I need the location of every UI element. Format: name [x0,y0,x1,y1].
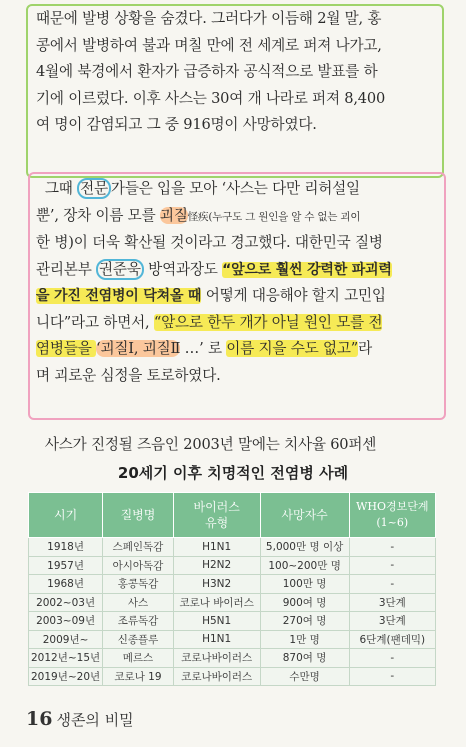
table-row [29,667,436,686]
table-title: 20세기 이후 치명적인 전염병 사례 [117,464,349,482]
table-row [29,649,436,668]
table-cell: 6단계(팬데믹) [349,630,435,649]
text-line [36,257,434,284]
table-cell: 2019년~20년 [29,667,103,686]
table-cell: 홍콩독감 [103,575,174,594]
table-cell: 270여 명 [260,612,349,631]
text-line [36,203,434,231]
table-cell: 2009년~ [29,630,103,649]
table-cell: 2003~09년 [29,612,103,631]
page-number: 16 [26,708,53,730]
text-line [36,310,434,337]
table-cell: 수만명 [260,667,349,686]
table-cell: 1968년 [29,575,103,594]
table-cell: 코로나 19 [103,667,174,686]
book-title: 생존의 비밀 [56,711,134,729]
table-cell: 1만 명 [260,630,349,649]
table-cell: 3단계 [349,612,435,631]
table-row [29,556,436,575]
paragraph-3 [36,432,434,459]
table-cell: 1957년 [29,556,103,575]
table-cell: 900여 명 [260,593,349,612]
table-row [29,538,436,557]
highlighted-quote: 염병들을 [36,340,97,357]
table-cell: 아시아독감 [103,556,174,575]
table-cell: H3N2 [173,575,260,594]
text-line: 사스가 진정될 즈음인 2003년 말에는 치사율 60퍼센 [36,436,377,453]
column-header: 사망자수 [260,493,349,538]
table-cell: 스페인독감 [103,538,174,557]
table-cell: 5,000만 명 이상 [260,538,349,557]
table-cell: - [349,575,435,594]
text-line: 기에 이르렀다. 이후 사스는 30여 개 나라로 퍼져 8,400 [36,89,386,107]
table-cell: 신종플루 [103,630,174,649]
text-line [36,336,434,363]
table-cell: 870여 명 [260,649,349,668]
table-cell: H2N2 [173,556,260,575]
table-cell: 2002~03년 [29,593,103,612]
table-cell: H1N1 [173,630,260,649]
text-line: 며 괴로운 심정을 토로하였다. [36,366,221,384]
text-segment: …’ 로 [180,340,227,357]
text-line: 때문에 발병 상황을 숨겼다. 그러다가 이듬해 2월 말, 홍 [36,10,382,27]
paragraph-2 [36,176,434,389]
page-footer [26,708,134,730]
text-segment: 관리본부 [36,260,97,278]
table-row [29,575,436,594]
table-cell: 3단계 [349,593,435,612]
text-segment: 그때 [44,180,78,197]
text-segment: 방역과장도 [143,260,223,278]
column-header: 바이러스 유형 [173,493,260,538]
table-row [29,630,436,649]
column-header: 질병명 [103,493,174,538]
highlighted-quote: 을 가진 전염병이 닥쳐올 때 [36,288,202,304]
table-header-row [29,493,436,538]
table-cell: - [349,556,435,575]
text-line [36,176,434,203]
table-row [29,593,436,612]
text-segment: 어떻게 대응해야 할지 고민입 [201,287,386,304]
table-cell: - [349,667,435,686]
table-cell: 조류독감 [103,612,174,631]
table-cell: H1N1 [173,538,260,557]
text-line: 여 명이 감염되고 그 중 916명이 사망하였다. [36,116,317,133]
paragraph-1 [36,6,434,139]
highlighted-term: ‘괴질Ⅰ, 괴질Ⅱ [96,340,181,357]
highlighted-word: 괴질 [159,206,188,224]
circled-word: 전문 [77,178,111,199]
text-line: 콩에서 발병하여 불과 며칠 만에 전 세계로 퍼져 나가고, [36,36,382,54]
table-cell: 코로나바이러스 [173,667,260,686]
column-header: 시기 [29,493,103,538]
gloss-text: (누구도 그 원인을 알 수 없는 괴이 [208,210,361,223]
text-segment: 니다”라고 하면서, [36,313,154,331]
table-cell: 100~200만 명 [260,556,349,575]
table-cell: 2012년~15년 [29,649,103,668]
table-cell: 100만 명 [260,575,349,594]
table-cell: 코로나바이러스 [173,649,260,668]
circled-word: 권준욱 [96,259,144,280]
table-cell: - [349,649,435,668]
text-line: 한 병)이 더욱 확산될 것이라고 경고했다. 대한민국 질병 [36,234,383,251]
table-cell: - [349,538,435,557]
text-line: 4월에 북경에서 환자가 급증하자 공식적으로 발표를 하 [36,63,378,80]
column-header: WHO경보단계 (1~6) [349,493,435,538]
highlighted-quote: “앞으로 훨씬 강력한 파괴력 [222,261,392,278]
table-cell: 코로나 바이러스 [173,593,260,612]
highlighted-quote: 이름 지을 수도 없고” [226,340,359,357]
table-cell: 1918년 [29,538,103,557]
table-row [29,612,436,631]
text-segment: 라 [358,340,372,357]
text-segment: 가들은 입을 모아 ‘사스는 다만 리허설일 [110,180,360,197]
highlighted-quote: “앞으로 한두 개가 아닐 원인 모를 전 [153,313,383,331]
text-line [36,283,434,310]
text-segment: 뿐’, 장차 이름 모를 [36,206,160,224]
table-cell: H5N1 [173,612,260,631]
epidemic-cases-table [28,492,436,686]
table-cell: 메르스 [103,649,174,668]
hanja-annotation: 怪疾 [187,210,209,223]
table-cell: 사스 [103,593,174,612]
